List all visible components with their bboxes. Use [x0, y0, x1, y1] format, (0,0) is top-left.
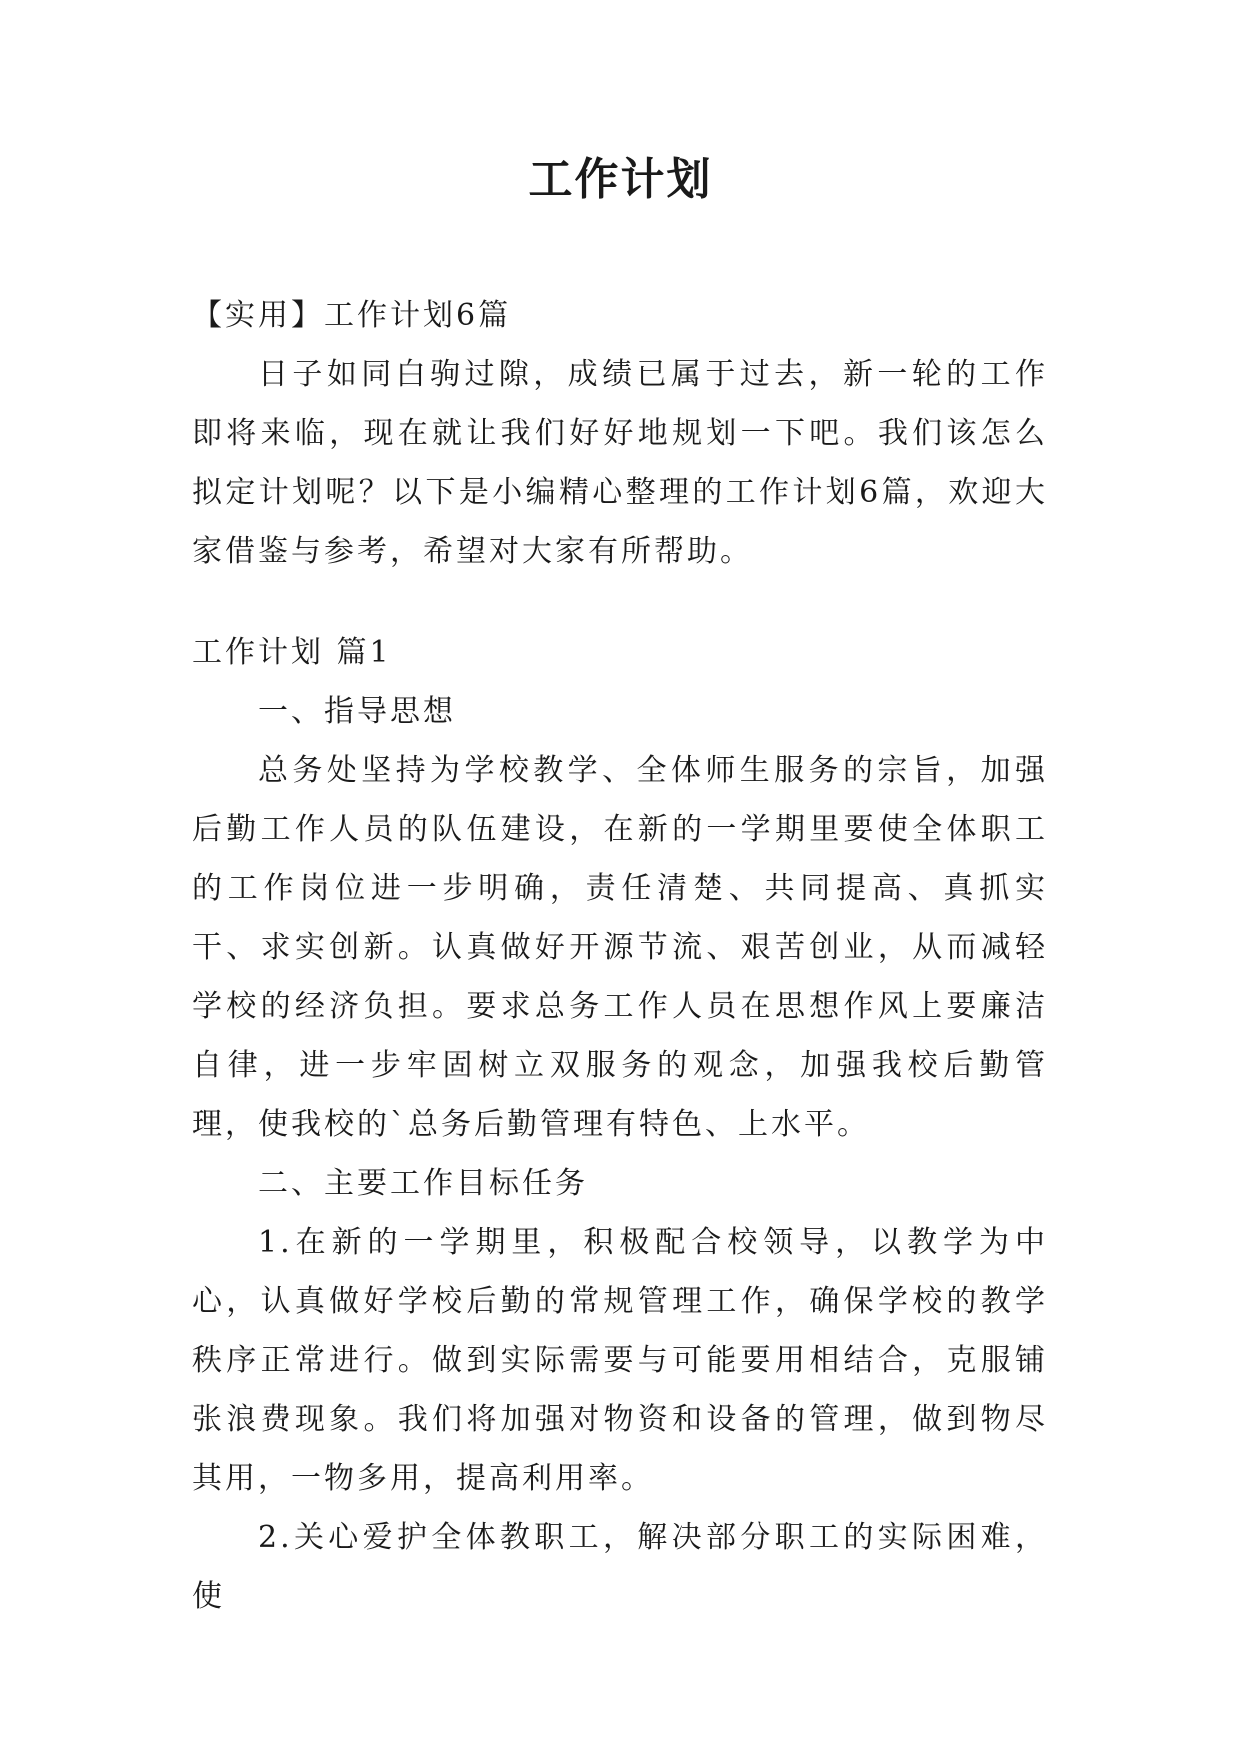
section-spacer — [192, 581, 1048, 623]
guiding-ideology-heading: 一、指导思想 — [258, 694, 456, 729]
task-2-paragraph: 2.关心爱护全体教职工，解决部分职工的实际困难，使 — [192, 1520, 1048, 1614]
intro-paragraph: 日子如同白驹过隙，成绩已属于过去，新一轮的工作即将来临，现在就让我们好好地规划一下吧。我们该怎么拟定计划呢？以下是小编精心整理的工作计划6篇，欢迎大家借鉴与参考，希望对大家有所帮助。 — [192, 357, 1048, 569]
document-title: 工作计划 — [528, 154, 713, 205]
document-subtitle: 【实用】工作计划6篇 — [192, 298, 512, 333]
main-tasks-heading: 二、主要工作目标任务 — [258, 1166, 588, 1201]
guiding-ideology-paragraph: 总务处坚持为学校教学、全体师生服务的宗旨，加强后勤工作人员的队伍建设，在新的一学期里要使全体职工的工作岗位进一步明确，责任清楚、共同提高、真抓实干、求实创新。认真做好开源节流、艰苦创业，从而减轻学校的经济负担。要求总务工作人员在思想作风上要廉洁自律，进一步牢固树立双服务的观念，加强我校后勤管理，使我校的`总务后勤管理有特色、上水平。 — [192, 753, 1048, 1142]
section-heading: 工作计划 篇1 — [192, 635, 392, 670]
document-body — [192, 286, 1048, 1626]
task-1-paragraph: 1.在新的一学期里，积极配合校领导，以教学为中心，认真做好学校后勤的常规管理工作，确保学校的教学秩序正常进行。做到实际需要与可能要用相结合，克服铺张浪费现象。我们将加强对物资和设备的管理，做到物尽其用，一物多用，提高利用率。 — [192, 1225, 1048, 1496]
